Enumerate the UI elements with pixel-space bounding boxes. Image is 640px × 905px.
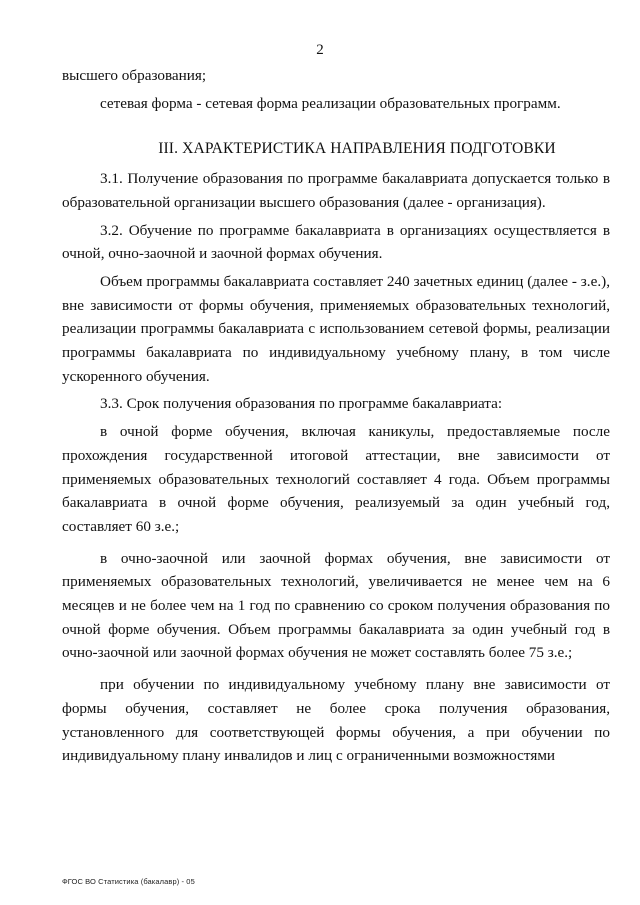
paragraph-part-time: в очно-заочной или заочной формах обучения, вне зависимости от применяемых образовательных технологий, увеличивается не менее чем на 6 месяцев и не более чем на 1 год по сравнению со сроком получения образования по очной форме обучения. Объем программы бакалавриата за один учебный год в очно-заочной или заочной формах обучения не может составлять более 75 з.е.; <box>62 549 610 662</box>
paragraph-3-1: 3.1. Получение образования по программе бакалавриата допускается только в образовательной организации высшего образования (далее - организация). <box>62 170 610 211</box>
document-footer: ФГОС ВО Статистика (бакалавр) - 05 <box>62 877 195 886</box>
paragraph-volume: Объем программы бакалавриата составляет 240 зачетных единиц (далее - з.е.), вне зависимости от формы обучения, применяемых образовательных технологий, реализации программы бакалавриата с использованием сетевой формы, реализации программы бакалавриата по индивидуальному учебному плану, в том числе ускоренного обучения. <box>62 272 610 385</box>
paragraph-3-2: 3.2. Обучение по программе бакалавриата в организациях осуществляется в очной, очно-заочной и заочной формах обучения. <box>62 221 610 263</box>
paragraph-individual-plan: при обучении по индивидуальному учебному плану вне зависимости от формы обучения, составляет не более срока получения образования, установленного для соответствующей формы обучения, а при обучении по индивидуальному плану инвалидов и лиц с ограниченными возможностями <box>62 676 610 765</box>
paragraph-1: высшего образования; <box>62 67 207 84</box>
paragraph-3-3: 3.3. Срок получения образования по программе бакалавриата: <box>100 395 503 413</box>
paragraph-2: сетевая форма - сетевая форма реализации образовательных программ. <box>100 94 561 112</box>
section-heading: III. ХАРАКТЕРИСТИКА НАПРАВЛЕНИЯ ПОДГОТОВКИ <box>158 140 556 158</box>
page-number: 2 <box>316 42 324 58</box>
paragraph-full-time: в очной форме обучения, включая каникулы, предоставляемые после прохождения государственной итоговой аттестации, вне зависимости от применяемых образовательных технологий составляет 4 года. Объем программы бакалавриата в очной форме обучения, реализуемый за один учебный год, составляет 60 з.е.; <box>62 423 610 535</box>
document-body <box>62 64 610 768</box>
